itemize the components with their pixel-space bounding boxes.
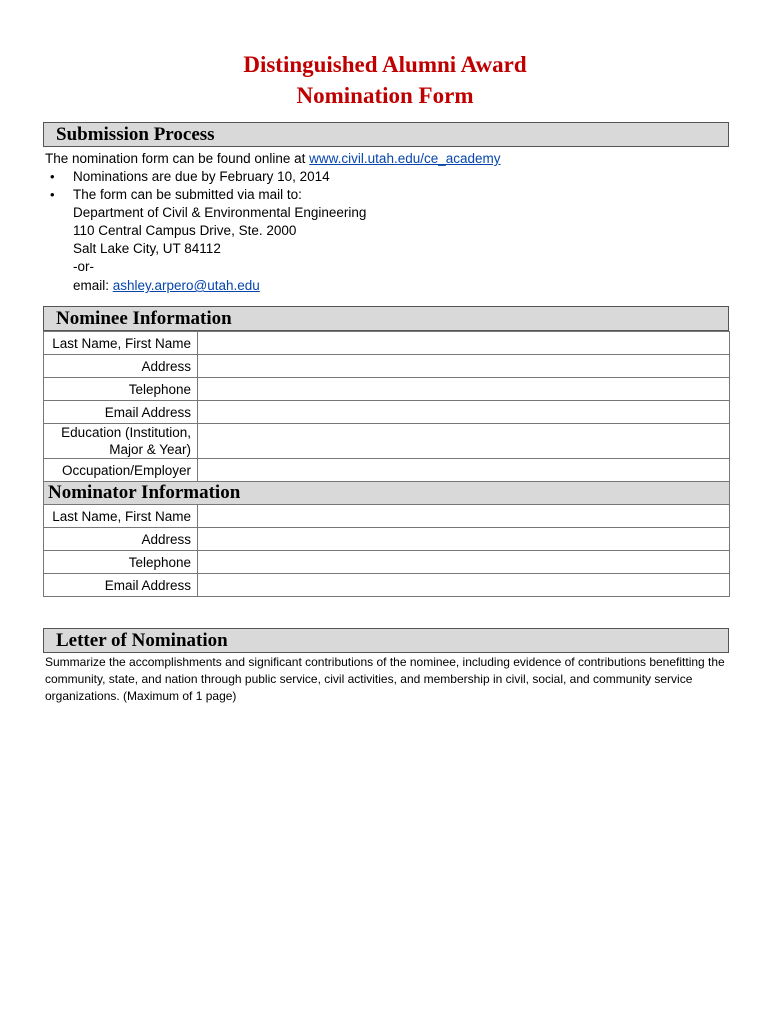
nominee-heading: Nominee Information [43,306,729,331]
field-label: Telephone [44,378,198,401]
nominee-table [43,331,730,597]
table-row [44,378,730,401]
table-row [44,505,730,528]
nominee-occupation-field[interactable] [198,459,730,482]
field-label: Email Address [44,401,198,424]
form-title-line2: Nomination Form [296,83,474,108]
nominator-address-field[interactable] [198,528,730,551]
website-link[interactable]: www.civil.utah.edu/ce_academy [309,151,501,166]
letter-instructions: Summarize the accomplishments and significant contributions of the nominee, including evidence of contributions benefitting the community, state, and nation through public service, civil activities, and membership in civil, social, and community service organizations. (Maximum of 1 page) [45,655,725,703]
email-line [73,277,260,295]
email-prefix: email: [73,278,113,293]
address-line1: Department of Civil & Environmental Engineering [73,205,367,220]
nominee-name-field[interactable] [198,332,730,355]
field-label [44,424,198,459]
table-row [44,574,730,597]
nominator-email-field[interactable] [198,574,730,597]
table-row [44,482,730,505]
field-label: Address [44,528,198,551]
table-row [44,355,730,378]
field-label: Address [44,355,198,378]
bullet-icon: • [50,187,55,202]
table-row [44,459,730,482]
nominee-address-field[interactable] [198,355,730,378]
field-label: Last Name, First Name [44,505,198,528]
field-label: Email Address [44,574,198,597]
table-row [44,528,730,551]
table-row [44,401,730,424]
deadline-text: Nominations are due by February 10, 2014 [73,169,330,184]
address-line3: Salt Lake City, UT 84112 [73,241,221,256]
bullet-icon: • [50,169,55,184]
table-row [44,551,730,574]
nominee-education-field[interactable] [198,424,730,459]
form-title-line1: Distinguished Alumni Award [243,52,527,77]
email-link[interactable]: ashley.arpero@utah.edu [112,278,260,293]
nominator-name-field[interactable] [198,505,730,528]
field-label: Last Name, First Name [44,332,198,355]
submission-heading: Submission Process [43,122,729,147]
field-label: Telephone [44,551,198,574]
nominee-email-field[interactable] [198,401,730,424]
intro-text: The nomination form can be found online at [45,151,310,166]
education-label-line1: Education (Institution, [61,425,191,440]
nominee-telephone-field[interactable] [198,378,730,401]
nominator-telephone-field[interactable] [198,551,730,574]
nominator-heading: Nominator Information [44,482,730,505]
table-row [44,332,730,355]
letter-heading: Letter of Nomination [43,628,729,653]
submission-intro [45,150,501,168]
or-text: -or- [73,259,94,274]
mail-text: The form can be submitted via mail to: [73,187,302,202]
education-label-line2: Major & Year) [109,442,191,457]
address-line2: 110 Central Campus Drive, Ste. 2000 [73,223,297,238]
table-row [44,424,730,459]
field-label: Occupation/Employer [44,459,198,482]
